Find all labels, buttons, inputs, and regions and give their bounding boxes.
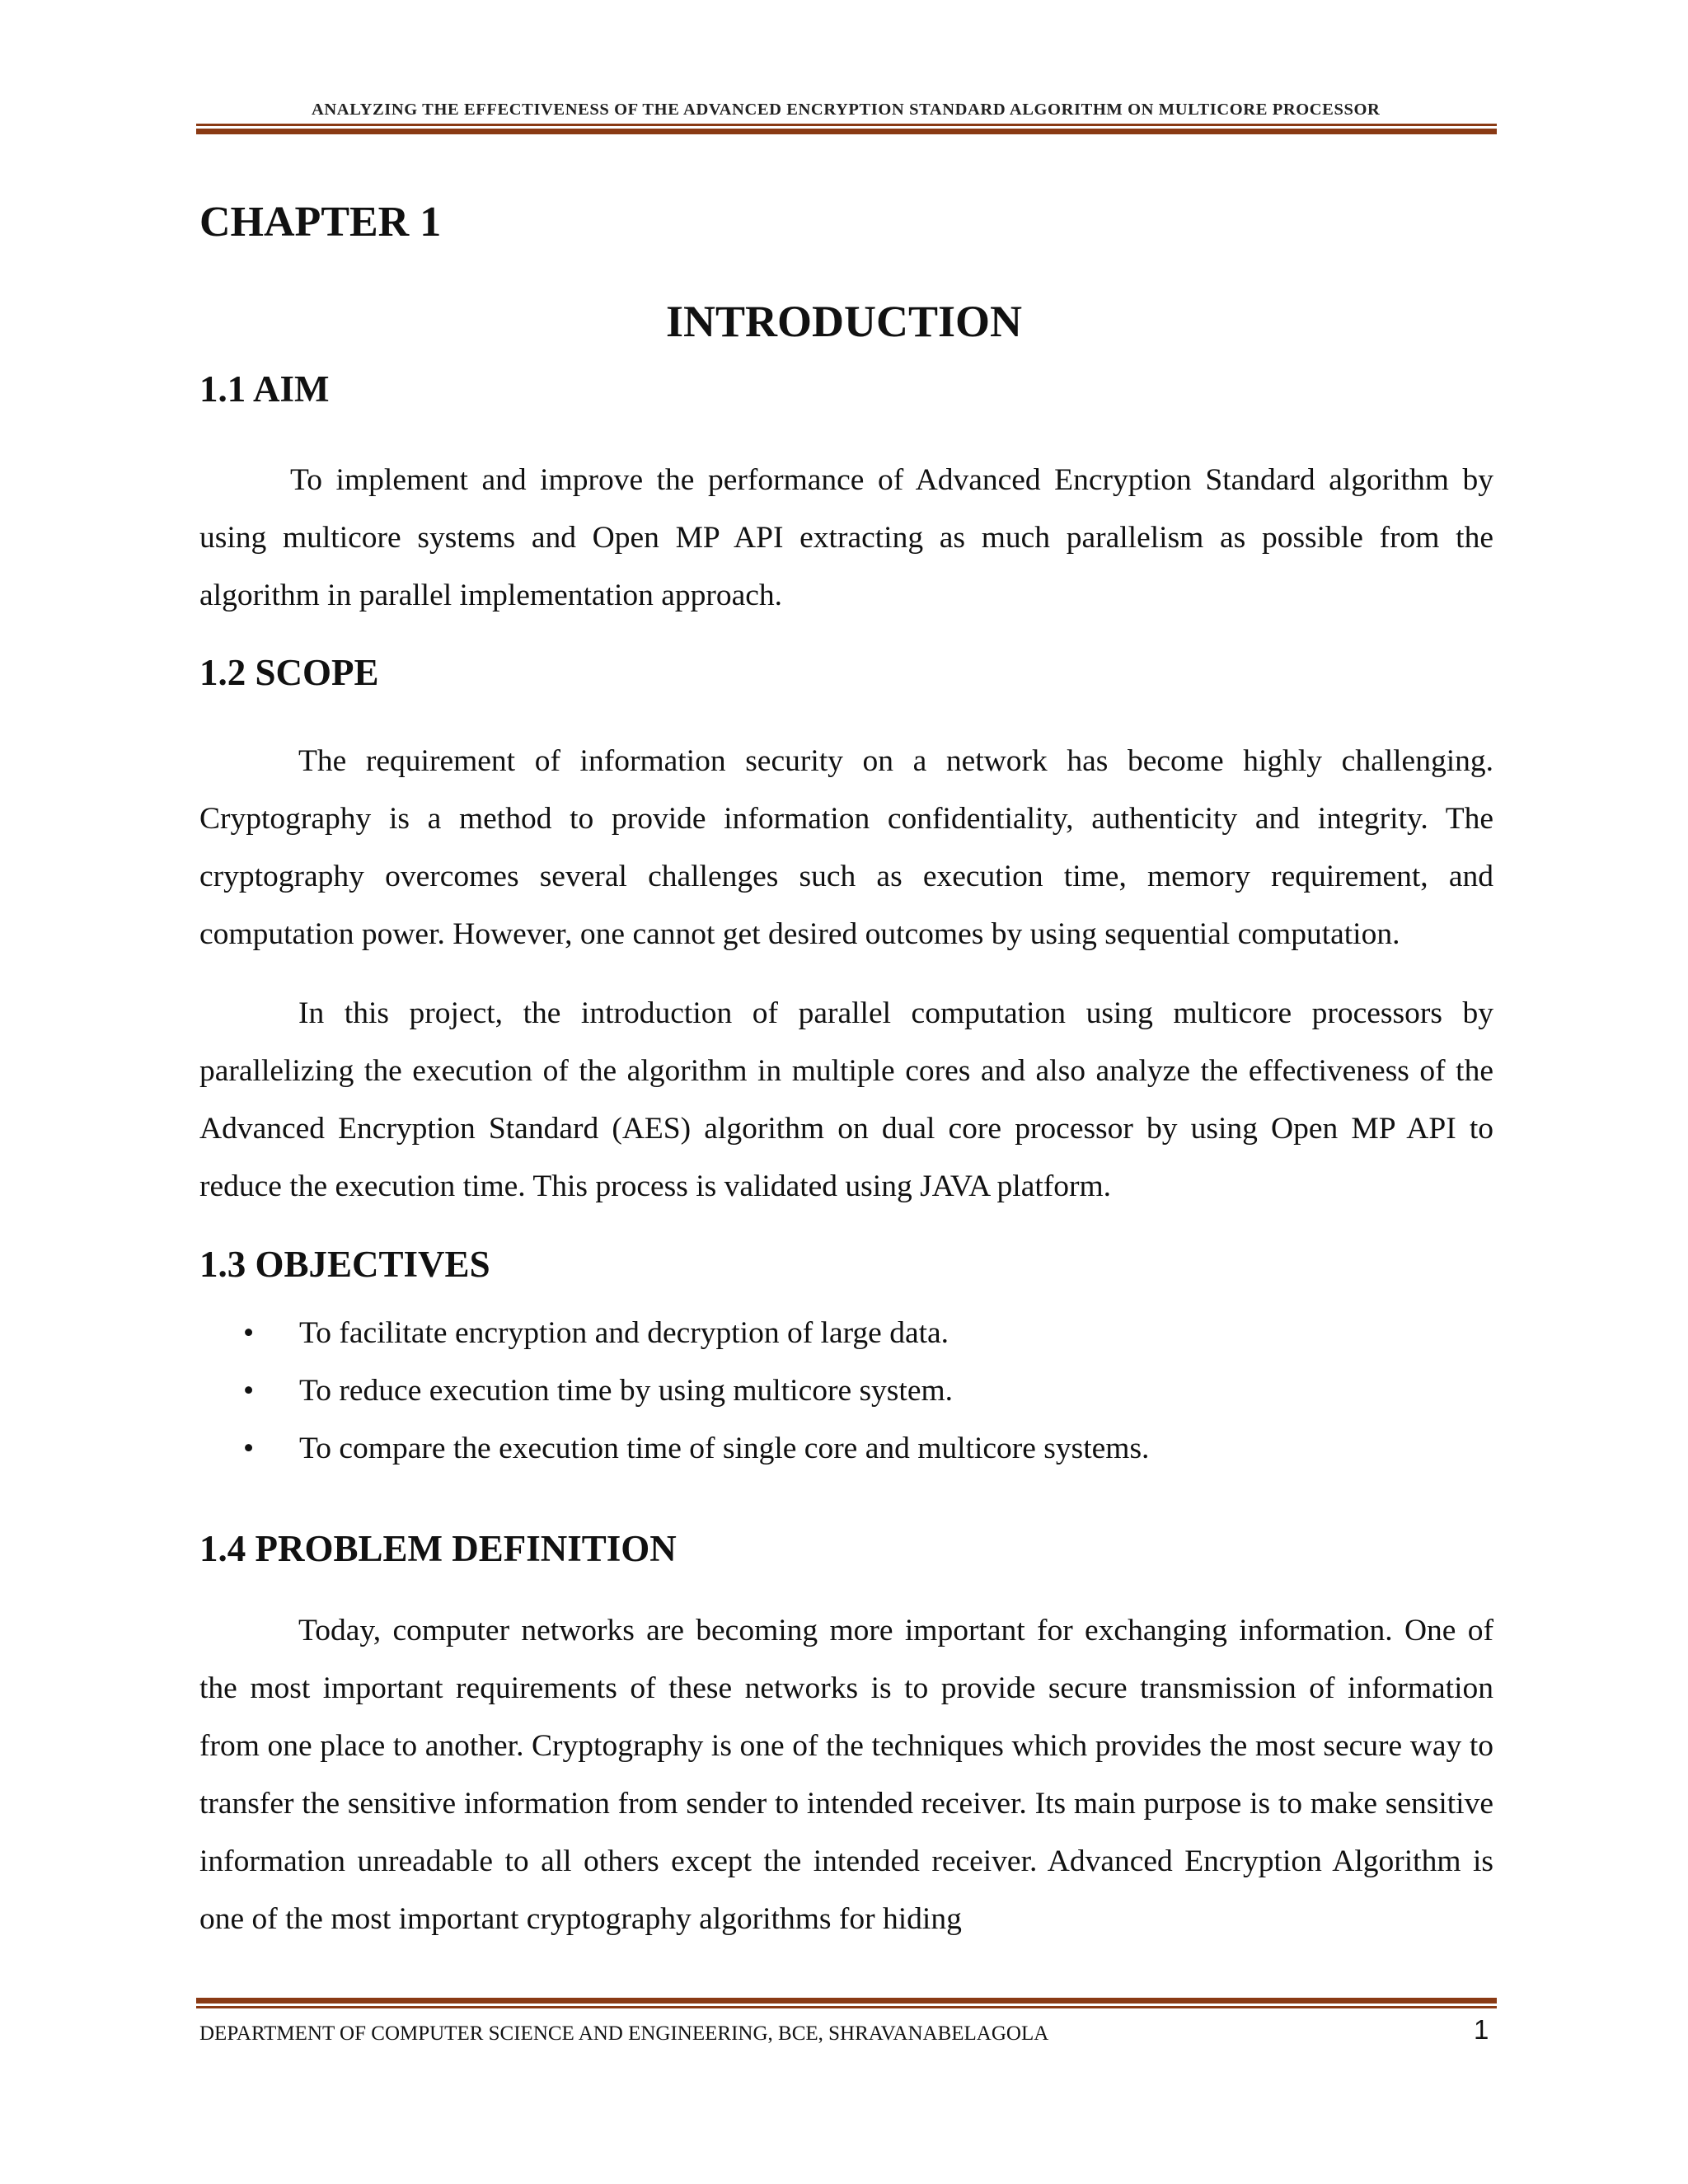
section-heading-objectives: 1.3 OBJECTIVES — [199, 1244, 490, 1285]
bullet-icon: • — [243, 1374, 255, 1408]
chapter-label: CHAPTER 1 — [199, 199, 442, 246]
list-item — [243, 1362, 1149, 1420]
bullet-icon: • — [243, 1316, 255, 1350]
list-item — [243, 1305, 1149, 1362]
section-heading-aim: 1.1 AIM — [199, 368, 330, 410]
header-rule — [196, 124, 1497, 134]
bullet-icon: • — [243, 1432, 255, 1465]
footer-rule — [196, 1998, 1497, 2008]
page-number: 1 — [1474, 2014, 1489, 2045]
section-heading-problem: 1.4 PROBLEM DEFINITION — [199, 1528, 677, 1569]
objectives-list — [243, 1305, 1149, 1478]
chapter-title: INTRODUCTION — [665, 297, 1023, 346]
running-header: ANALYZING THE EFFECTIVENESS OF THE ADVANCED ENCRYPTION STANDARD ALGORITHM ON MULTICORE PROCESSOR — [312, 101, 1381, 119]
objective-text: To compare the execution time of single core and multicore systems. — [299, 1432, 1150, 1465]
scope-paragraph-1: The requirement of information security on a network has become highly challenging. Cryptography is a method to provide information confidentiality, authenticity and integrity. The cryptography overcomes several challenges such as execution time, memory requirement, and computation power. However, one cannot get desired outcomes by using sequential computation. — [199, 744, 1493, 951]
objective-text: To reduce execution time by using multicore system. — [299, 1374, 954, 1408]
problem-paragraph: Today, computer networks are becoming more important for exchanging information. One of the most important requirements of these networks is to provide secure transmission of information from one place to another. Cryptography is one of the techniques which provides the most secure way to transfer the sensitive information from sender to intended receiver. Its main purpose is to make sensitive information unreadable to all others except the intended receiver. Advanced Encryption Algorithm is one of the most important cryptography algorithms for hiding — [199, 1614, 1493, 1936]
list-item — [243, 1420, 1149, 1478]
section-heading-scope: 1.2 SCOPE — [199, 652, 379, 693]
footer-department: DEPARTMENT OF COMPUTER SCIENCE AND ENGINEERING, BCE, SHRAVANABELAGOLA — [199, 2022, 1049, 2045]
scope-paragraph-2: In this project, the introduction of parallel computation using multicore processors by parallelizing the execution of the algorithm in multiple cores and also analyze the effectiveness of the Advanced Encryption Standard (AES) algorithm on dual core processor by using Open MP API to reduce the execution time. This process is validated using JAVA platform. — [199, 996, 1493, 1203]
objective-text: To facilitate encryption and decryption of large data. — [299, 1316, 950, 1350]
aim-paragraph: To implement and improve the performance of Advanced Encryption Standard algorithm by using multicore systems and Open MP API extracting as much parallelism as possible from the algorithm in parallel implementation approach. — [199, 463, 1493, 612]
